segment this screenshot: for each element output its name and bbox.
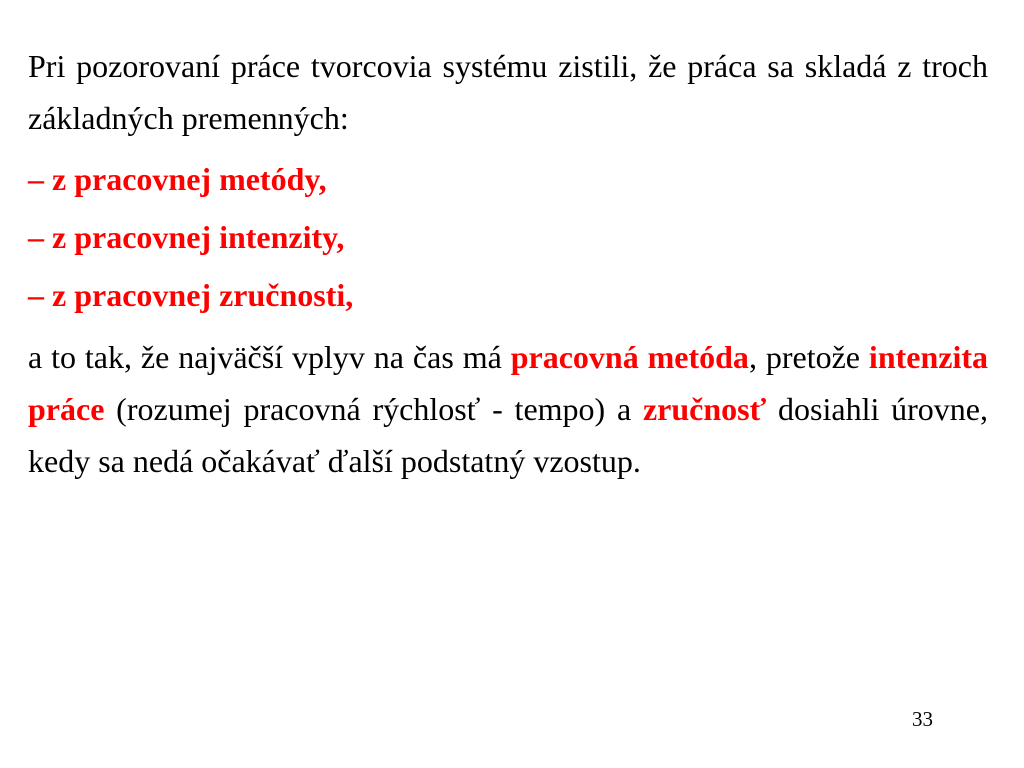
conclusion-paragraph: [28, 331, 988, 487]
slide-content: [28, 40, 988, 487]
intro-paragraph: Pri pozorovaní práce tvorcovia systému zistili, že práca sa skladá z troch základných premenných:: [28, 48, 988, 136]
bullet-item-method: – z pracovnej metódy,: [28, 161, 327, 197]
conclusion-text-1: a to tak, že najväčší vplyv na čas má: [28, 339, 511, 375]
highlight-skill: zručnosť: [642, 391, 767, 427]
conclusion-text-3: (rozumej pracovná rýchlosť - tempo) a: [104, 391, 643, 427]
highlight-work-intensity: intenzita práce: [28, 339, 989, 427]
bullet-item-skill: – z pracovnej zručnosti,: [28, 277, 354, 313]
page-number: 33: [912, 707, 933, 731]
bullet-item-intensity: – z pracovnej intenzity,: [28, 219, 345, 255]
highlight-work-method: pracovná metóda: [510, 339, 749, 375]
conclusion-text-2: , pretože: [748, 339, 869, 375]
conclusion-text-4: dosiahli úrovne, kedy sa nedá očakávať ďalší podstatný vzostup.: [28, 391, 989, 479]
